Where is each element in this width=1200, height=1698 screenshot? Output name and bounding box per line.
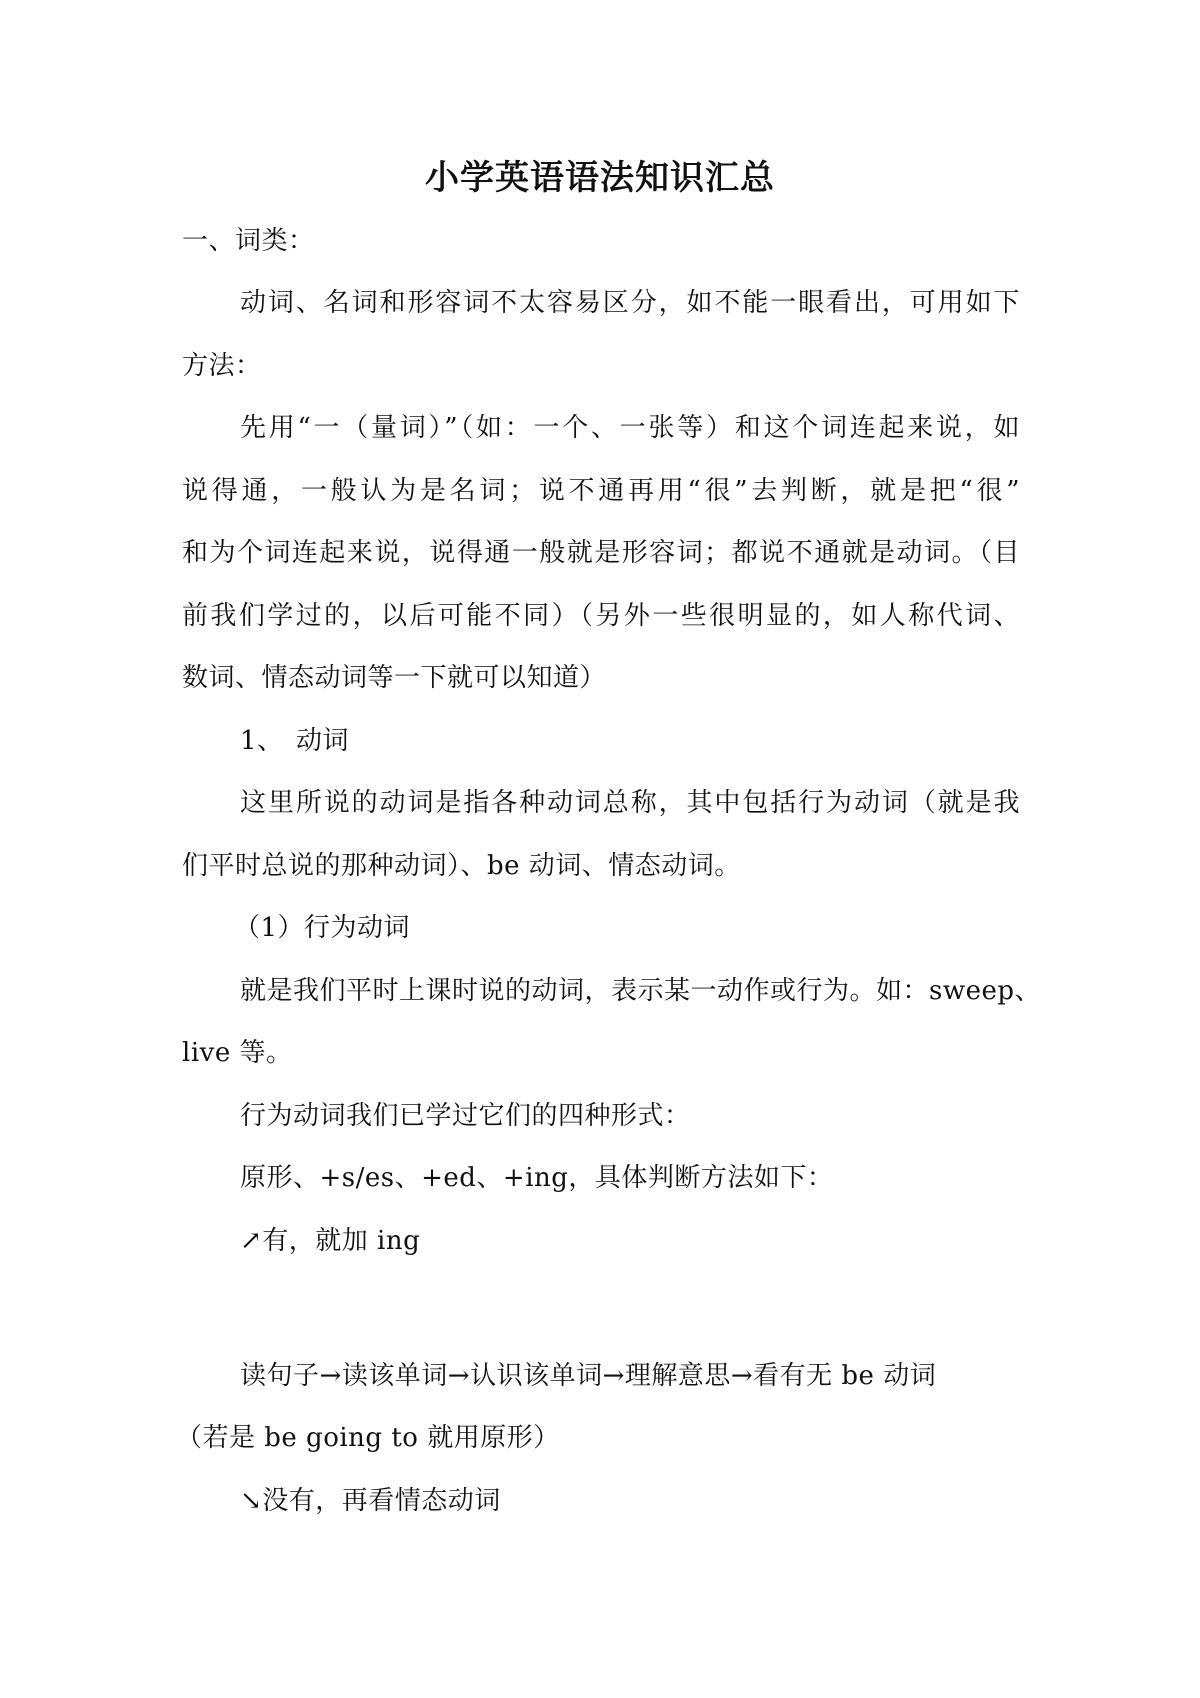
paragraph-line: 和为个词连起来说，说得通一般就是形容词；都说不通就是动词。（目 — [182, 538, 1020, 568]
paragraph-line: 原形、+s/es、+ed、+ing，具体判断方法如下： — [240, 1163, 834, 1193]
branch-down: ↘没有，再看情态动词 — [240, 1486, 501, 1516]
paragraph-line: 行为动词我们已学过它们的四种形式： — [240, 1101, 691, 1131]
paragraph-line: 数词、情态动词等一下就可以知道） — [182, 663, 607, 693]
paragraph-line: 前我们学过的，以后可能不同）（另外一些很明显的，如人称代词、 — [182, 601, 1020, 631]
paragraph-line: 先用“一（量词）”（如：一个、一张等）和这个词连起来说，如 — [240, 413, 1020, 443]
page-title: 小学英语语法知识汇总 — [425, 158, 775, 198]
branch-up: ↗有，就加 ing — [240, 1226, 421, 1256]
flow-note: （若是 be going to 就用原形） — [176, 1423, 560, 1453]
paragraph-line: 动词、名词和形容词不太容易区分，如不能一眼看出，可用如下 — [240, 288, 1020, 318]
subsubsection-title: （1）行为动词 — [234, 913, 411, 943]
section-heading: 一、词类： — [182, 226, 315, 256]
paragraph-line: 这里所说的动词是指各种动词总称，其中包括行为动词（就是我 — [240, 788, 1020, 818]
paragraph-line: 们平时总说的那种动词）、be 动词、情态动词。 — [182, 851, 741, 881]
subsection-title: 动词 — [296, 726, 350, 756]
paragraph-line: 方法： — [182, 351, 262, 381]
paragraph-line: 说得通，一般认为是名词；说不通再用“很”去判断，就是把“很” — [182, 476, 1020, 506]
subsection-number: 1、 — [240, 726, 284, 756]
paragraph-line: 就是我们平时上课时说的动词，表示某一动作或行为。如：sweep、 — [240, 976, 1042, 1006]
paragraph-line: live 等。 — [182, 1038, 293, 1068]
flow-line: 读句子→读该单词→认识该单词→理解意思→看有无 be 动词 — [240, 1361, 937, 1391]
